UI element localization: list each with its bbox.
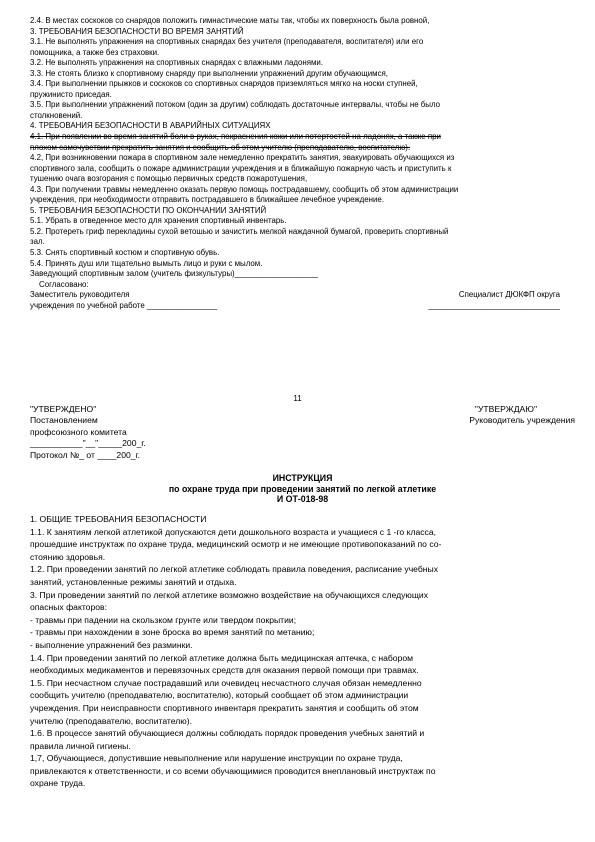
- text-line: 3.4. При выполнении прыжков и соскоков со спортивных снарядов приземляться мягко на носки ступней,: [30, 79, 418, 89]
- text-line: - травмы при падении на скользком грунте или твердом покрытии;: [30, 614, 297, 625]
- text-line: прошедшие инструктаж по охране труда, медицинский осмотр и не имеющие противопоказаний по со-: [30, 539, 442, 550]
- page-number: 11: [293, 394, 302, 403]
- text-line: 1.4. При проведении занятий по легкой атлетике должна быть медицинская аптечка, с набором: [30, 652, 414, 663]
- deputy-signature-row-2: [30, 301, 578, 312]
- text-line: 4.3. При получении травмы немедленно оказать первую помощь пострадавшему, сообщить об этом администрации: [30, 184, 459, 194]
- text-line: 1,7, Обучающиеся, допустившие невыполнение или нарушение инструкции по охране труда,: [30, 753, 403, 764]
- struck-text-line: 4.1. При появлении во время занятий боли в руках, покраснения кожи или потертостей на ладонях, а также при: [30, 132, 441, 142]
- text-line: спортивного зала, сообщить о пожаре администрации учреждения и в ближайшую пожарную часть и приступить к: [30, 163, 452, 173]
- text-line: 3.3. Не стоять близко к спортивному снаряду при выполнении упражнений другим обучающимся,: [30, 68, 388, 78]
- protocol-line: Протокол №_ от ____200_г.: [30, 449, 141, 460]
- title-line-2: по охране труда при проведении занятий по легкой атлетике: [168, 483, 437, 494]
- text-line: охране труда.: [30, 778, 86, 789]
- text-line: привлекаются к ответственности, и со всеми обучающимися проводится внеплановый инструктаж по: [30, 765, 436, 776]
- section-heading: 4. ТРЕБОВАНИЯ БЕЗОПАСНОСТИ В АВАРИЙНЫХ СИТУАЦИЯХ: [30, 121, 271, 131]
- previous-instruction-text: [30, 16, 578, 311]
- deputy-title: Заместитель руководителя: [30, 290, 130, 300]
- resolution-label: Постановлением: [30, 415, 98, 426]
- text-line: 5.4. Принять душ или тщательно вымыть лицо и руки с мылом.: [30, 258, 263, 268]
- signature-line: Заведующий спортивным залом (учитель физкультуры)___________________: [30, 269, 319, 279]
- text-line: 4.2, При возникновении пожара в спортивном зале немедленно прекратить занятия, эвакуировать обучающихся из: [30, 153, 455, 163]
- text-line: пружинисто приседая.: [30, 89, 112, 99]
- text-line: сообщить учителю (преподавателю, воспитателю), который сообщает об этом администрации: [30, 690, 409, 701]
- approval-block: [30, 404, 575, 461]
- title-line-1: ИНСТРУКЦИЯ: [272, 473, 333, 483]
- text-line: необходимых медикаментов и перевязочных средств для оказания первой помощи при травмах.: [30, 665, 419, 676]
- text-line: учреждения. При неисправности спортивного инвентаря прекратить занятия и сообщить об этом: [30, 702, 419, 713]
- head-of-institution-label: Руководитель учреждения: [469, 415, 575, 426]
- text-line: 1.6. В процессе занятий обучающиеся должны соблюдать порядок проведения учебных занятий и: [30, 728, 425, 739]
- text-line: стоянию здоровья.: [30, 551, 106, 562]
- text-line: зал.: [30, 237, 45, 247]
- text-line: 3.5. При выполнении упражнений потоком (один за другим) соблюдать достаточные интервалы, чтобы не было: [30, 100, 441, 110]
- text-line: - травмы при нахождении в зоне броска во время занятий по метанию;: [30, 627, 315, 638]
- trade-union-label: профсоюзного комитета: [30, 426, 127, 437]
- text-line: учреждения, при необходимости отправить пострадавшего в ближайшее лечебное учреждение.: [30, 195, 385, 205]
- text-line: 1.5. При несчастном случае пострадавший или очевидец несчастного случая обязан немедленно: [30, 677, 422, 688]
- struck-text-line: плохом самочувствии прекратить занятия и сообщить об этом учителю (преподавателю, воспитателю).: [30, 142, 411, 152]
- title-line-3: И ОТ-018-98: [276, 494, 329, 504]
- text-line: учителю (преподавателю, воспитателю).: [30, 715, 192, 726]
- text-line: 3.2. Не выполнять упражнения на спортивных снарядах с влажными ладонями.: [30, 58, 324, 68]
- text-line: 5.3. Снять спортивный костюм и спортивную обувь.: [30, 248, 220, 258]
- i-approve-label: "УТВЕРЖДАЮ": [474, 404, 537, 414]
- text-line: 3.1. Не выполнять упражнения на спортивных снарядах без учителя (преподавателя, воспитателя) или его: [30, 37, 424, 47]
- approval-row: [30, 415, 575, 426]
- text-line: 2.4. В местах соскоков со снарядов положить гимнастические маты так, чтобы их поверхность была ровной,: [30, 16, 430, 25]
- approval-date-line: ___________"__"_____200_г.: [30, 438, 146, 449]
- deputy-signature: учреждения по учебной работе ________________: [30, 300, 218, 310]
- text-line: опасных факторов:: [30, 602, 107, 613]
- specialist-signature: ______________________________: [428, 300, 560, 310]
- section-heading: 5. ТРЕБОВАНИЯ БЕЗОПАСНОСТИ ПО ОКОНЧАНИИ ЗАНЯТИЙ: [30, 205, 267, 215]
- text-line: 1.1. К занятиям легкой атлетикой допускаются дети дошкольного возраста и учащиеся с 1 -го класса,: [30, 526, 437, 537]
- document-title: [30, 473, 575, 505]
- text-line: 1.2. При проведении занятий по легкой атлетике соблюдать правила поведения, расписание учебных: [30, 564, 438, 575]
- deputy-signature-row: [30, 290, 578, 301]
- text-line: помощника, а также без страховки.: [30, 47, 160, 57]
- text-line: 5.2. Протереть гриф перекладины сухой ветошью и зачистить мелкой наждачной бумагой, проверить спортивный: [30, 226, 449, 236]
- text-line: занятий, установленные режимы занятий и отдыха.: [30, 576, 237, 587]
- section-heading: 3. ТРЕБОВАНИЯ БЕЗОПАСНОСТИ ВО ВРЕМЯ ЗАНЯТИЙ: [30, 26, 244, 36]
- section-heading: 1. ОБЩИЕ ТРЕБОВАНИЯ БЕЗОПАСНОСТИ: [30, 514, 207, 524]
- text-line: 5.1. Убрать в отведенное место для хранения спортивный инвентарь.: [30, 216, 287, 226]
- text-line: тушению очага возгорания с помощью первичных средств пожаротушения,: [30, 174, 308, 184]
- text-line: правила личной гигиены.: [30, 740, 131, 751]
- text-line: - выполнение упражнений без разминки.: [30, 639, 193, 650]
- approved-label: "УТВЕРЖДЕНО": [30, 404, 97, 414]
- approval-header-row: [30, 404, 575, 415]
- specialist-title: Специалист ДЮКФП округа: [458, 290, 560, 300]
- agreed-label: Согласовано:: [39, 279, 89, 289]
- text-line: 3. При проведении занятий по легкой атлетике возможно воздействие на обучающихся следующих: [30, 589, 428, 600]
- text-line: столкновений.: [30, 110, 83, 120]
- instruction-body: [30, 513, 578, 790]
